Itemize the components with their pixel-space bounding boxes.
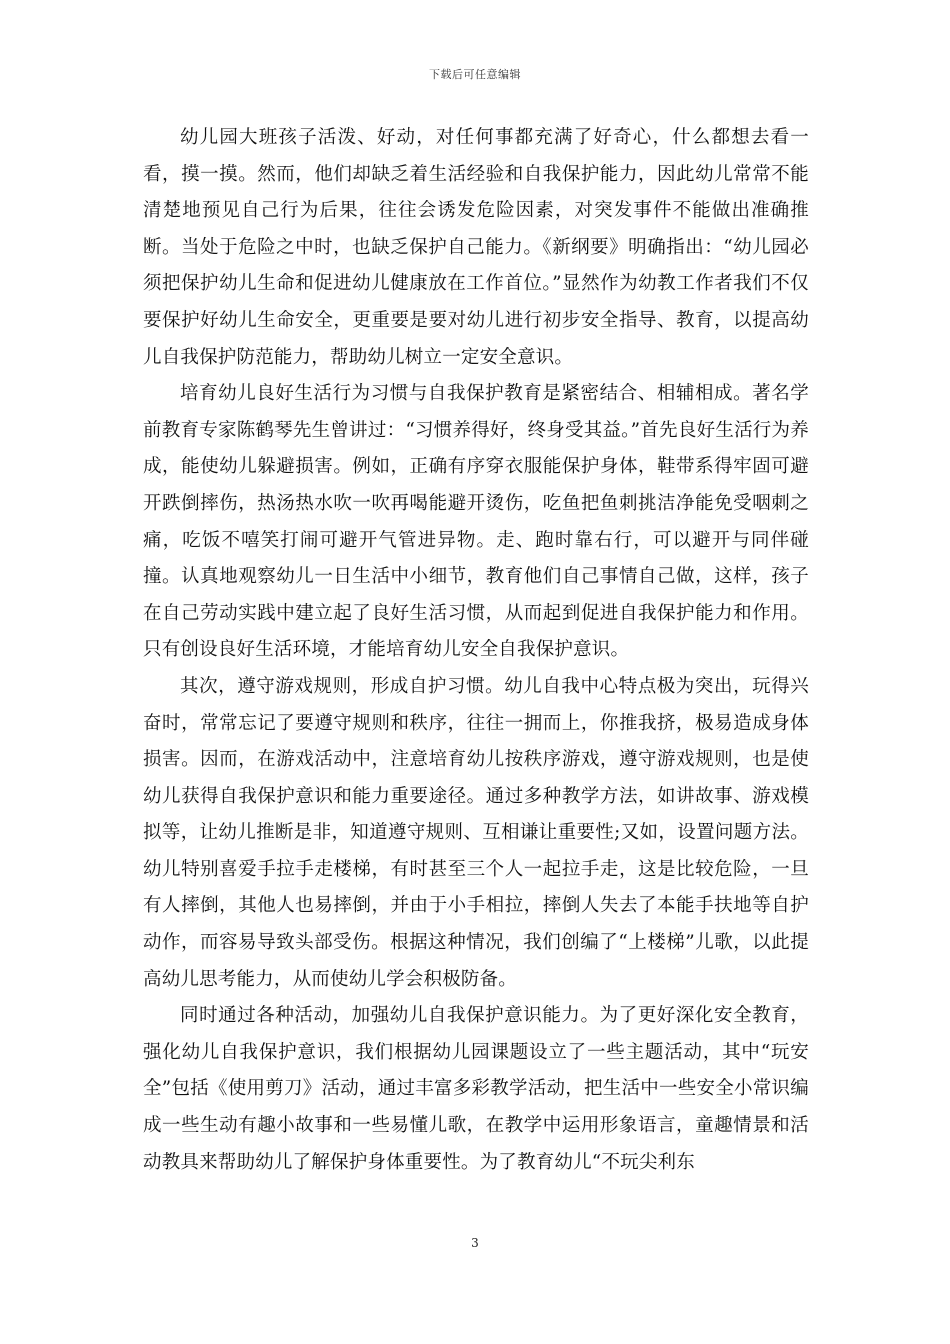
paragraph-2: 培育幼儿良好生活行为习惯与自我保护教育是紧密结合、相辅相成。著名学前教育专家陈鹤琴先生曾讲过：“习惯养得好，终身受其益。”首先良好生活行为养成，能使幼儿躲避损害。例如，正确有序穿衣服能保护身体，鞋带系得牢固可避开跌倒摔伤，热汤热水吹一吹再喝能避开烫伤，吃鱼把鱼刺挑洁净能免受咽刺之痛，吃饭不嘻笑打闹可避开气管进异物。走、跑时靠右行，可以避开与同伴碰撞。认真地观察幼儿一日生活中小细节，教育他们自己事情自己做，这样，孩子在自己劳动实践中建立起了良好生活习惯，从而起到促进自我保护能力和作用。只有创设良好生活环境，才能培育幼儿安全自我保护意识。 [143, 383, 809, 661]
paragraph-3: 其次，遵守游戏规则，形成自护习惯。幼儿自我中心特点极为突出，玩得兴奋时，常常忘记了要遵守规则和秩序，往往一拥而上，你推我挤，极易造成身体损害。因而，在游戏活动中，注意培育幼儿按秩序游戏，遵守游戏规则，也是使幼儿获得自我保护意识和能力重要途径。通过多种教学方法，如讲故事、游戏模拟等，让幼儿推断是非，知道遵守规则、互相谦让重要性;又如，设置问题方法。幼儿特别喜爱手拉手走楼梯，有时甚至三个人一起拉手走，这是比较危险，一旦有人摔倒，其他人也易摔倒，并由于小手相拉，摔倒人失去了本能手扶地等自护动作，而容易导致头部受伤。根据这种情况，我们创编了“上楼梯”儿歌，以此提高幼儿思考能力，从而使幼儿学会积极防备。 [143, 675, 809, 990]
page-number: 3 [471, 1236, 479, 1250]
paragraph-4: 同时通过各种活动，加强幼儿自我保护意识能力。为了更好深化安全教育，强化幼儿自我保护意识，我们根据幼儿园课题设立了一些主题活动，其中“玩安全”包括《使用剪刀》活动，通过丰富多彩教学活动，把生活中一些安全小常识编成一些生动有趣小故事和一些易懂儿歌，在教学中运用形象语言，童趣情景和活动教具来帮助幼儿了解保护身体重要性。为了教育幼儿“不玩尖利东 [143, 1005, 809, 1173]
document-body [143, 120, 809, 1181]
page-header: 下载后可任意编辑 [429, 68, 521, 81]
paragraph-1: 幼儿园大班孩子活泼、好动，对任何事都充满了好奇心，什么都想去看一看，摸一摸。然而，他们却缺乏着生活经验和自我保护能力，因此幼儿常常不能清楚地预见自己行为后果，往往会诱发危险因素，对突发事件不能做出准确推断。当处于危险之中时，也缺乏保护自己能力。《新纲要》明确指出：“幼儿园必须把保护幼儿生命和促进幼儿健康放在工作首位。”显然作为幼教工作者我们不仅要保护好幼儿生命安全，更重要是要对幼儿进行初步安全指导、教育，以提高幼儿自我保护防范能力，帮助幼儿树立一定安全意识。 [143, 127, 809, 368]
